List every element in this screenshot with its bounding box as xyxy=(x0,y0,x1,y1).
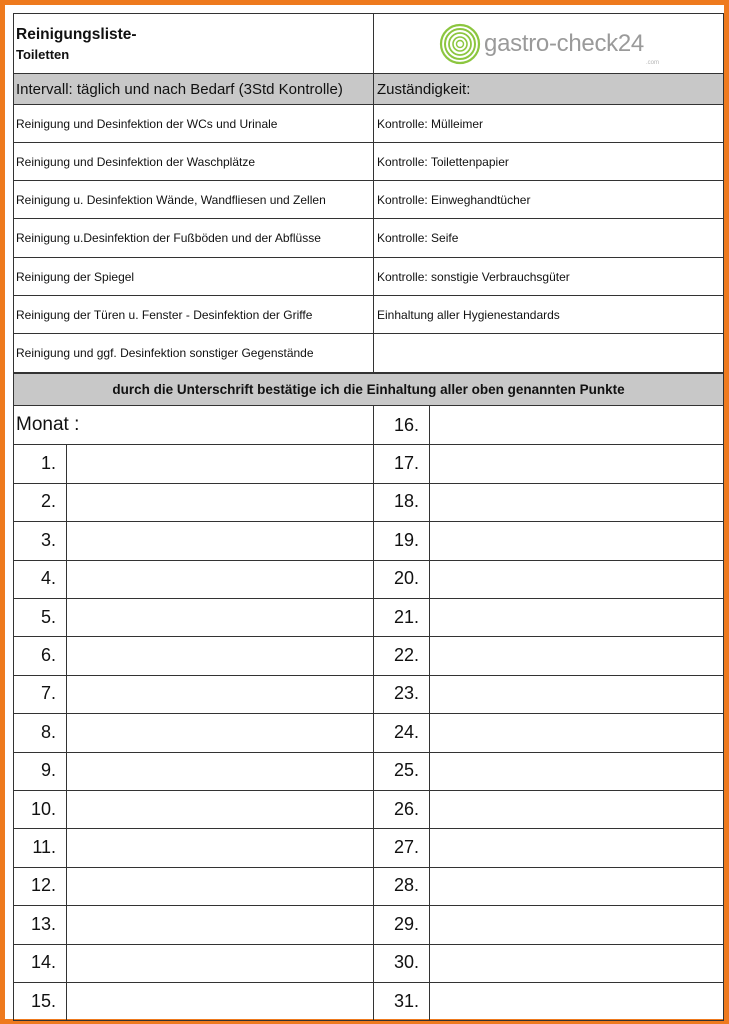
signature-field-left[interactable] xyxy=(66,483,374,521)
day-number-left: 9. xyxy=(40,760,56,781)
column-divider xyxy=(429,406,430,1020)
task-left-1: Reinigung und Desinfektion der WCs und Urinale xyxy=(16,117,278,131)
signature-field-left[interactable] xyxy=(66,598,374,636)
day-number-left: 4. xyxy=(40,568,56,589)
logo-wordmark: gastro-check24 xyxy=(484,30,644,57)
signature-field-right[interactable] xyxy=(429,790,723,828)
divider xyxy=(14,295,723,296)
task-right-7 xyxy=(377,334,721,372)
signature-field-right[interactable] xyxy=(429,944,723,982)
column-divider xyxy=(373,14,374,374)
signature-field-left[interactable] xyxy=(66,713,374,751)
day-number-right: 16. xyxy=(393,414,419,435)
divider xyxy=(14,180,723,181)
day-number-right: 23. xyxy=(393,683,419,704)
signature-field-right[interactable] xyxy=(429,444,723,482)
day-number-left: 8. xyxy=(40,721,56,742)
day-number-right: 21. xyxy=(393,606,419,627)
signature-field-right[interactable] xyxy=(429,713,723,751)
divider xyxy=(14,218,723,219)
signature-field-right[interactable] xyxy=(429,905,723,943)
task-left-6: Reinigung der Türen u. Fenster - Desinfektion der Griffe xyxy=(16,308,313,322)
logo-rings-icon xyxy=(438,22,482,66)
signature-field-left[interactable] xyxy=(66,905,374,943)
day-number-right: 29. xyxy=(393,913,419,934)
page-subtitle: Toiletten xyxy=(16,47,70,62)
day-number-right: 24. xyxy=(393,721,419,742)
signature-field-left[interactable] xyxy=(66,560,374,598)
page-title: Reinigungsliste- xyxy=(16,26,137,43)
signature-field-left[interactable] xyxy=(66,982,374,1020)
day-number-right: 25. xyxy=(393,760,419,781)
day-number-left: 12. xyxy=(30,875,56,896)
task-right-2: Kontrolle: Toilettenpapier xyxy=(377,155,509,169)
day-number-right: 22. xyxy=(393,645,419,666)
signature-field-right[interactable] xyxy=(429,406,723,444)
day-number-left: 14. xyxy=(30,952,56,973)
task-right-5: Kontrolle: sonstigie Verbrauchsgüter xyxy=(377,270,570,284)
day-number-left: 10. xyxy=(30,798,56,819)
interval-header: Intervall: täglich und nach Bedarf (3Std Kontrolle) xyxy=(16,80,343,98)
task-right-4: Kontrolle: Seife xyxy=(377,231,459,245)
divider xyxy=(14,104,723,105)
cleaning-sheet xyxy=(13,13,724,1021)
divider xyxy=(14,405,723,406)
day-number-right: 17. xyxy=(393,453,419,474)
signature-field-right[interactable] xyxy=(429,560,723,598)
day-number-left: 15. xyxy=(30,990,56,1011)
title-cell xyxy=(16,16,371,72)
signature-field-left[interactable] xyxy=(66,675,374,713)
day-number-right: 27. xyxy=(393,837,419,858)
signature-field-right[interactable] xyxy=(429,675,723,713)
signature-field-right[interactable] xyxy=(429,483,723,521)
column-divider xyxy=(373,406,374,1020)
signature-field-left[interactable] xyxy=(66,944,374,982)
day-number-right: 19. xyxy=(393,529,419,550)
signature-field-right[interactable] xyxy=(429,636,723,674)
task-left-5: Reinigung der Spiegel xyxy=(16,270,135,284)
day-number-right: 30. xyxy=(393,952,419,973)
day-number-right: 28. xyxy=(393,875,419,896)
task-left-2: Reinigung und Desinfektion der Waschplätze xyxy=(16,155,256,169)
day-number-left: 3. xyxy=(40,529,56,550)
task-right-6: Einhaltung aller Hygienestandards xyxy=(377,308,560,322)
signature-field-right[interactable] xyxy=(429,828,723,866)
signature-field-left[interactable] xyxy=(66,444,374,482)
day-number-left: 7. xyxy=(40,683,56,704)
responsibility-header: Zuständigkeit: xyxy=(377,80,471,98)
signature-field-right[interactable] xyxy=(429,982,723,1020)
signature-field-left[interactable] xyxy=(66,867,374,905)
column-divider xyxy=(66,444,67,1020)
signature-field-right[interactable] xyxy=(429,867,723,905)
task-left-3: Reinigung u. Desinfektion Wände, Wandfliesen und Zellen xyxy=(16,193,326,207)
day-number-right: 26. xyxy=(393,798,419,819)
logo-domain-suffix: .com xyxy=(645,60,659,66)
day-number-left: 11. xyxy=(32,837,56,858)
day-number-right: 18. xyxy=(393,491,419,512)
divider xyxy=(14,73,723,74)
divider xyxy=(14,372,723,374)
signature-field-left[interactable] xyxy=(66,790,374,828)
task-right-1: Kontrolle: Mülleimer xyxy=(377,117,484,131)
confirmation-text: durch die Unterschrift bestätige ich die Einhaltung aller oben genannten Punkte xyxy=(112,382,625,397)
signature-field-right[interactable] xyxy=(429,598,723,636)
task-left-7: Reinigung und ggf. Desinfektion sonstiger Gegenstände xyxy=(16,346,314,360)
signature-field-left[interactable] xyxy=(66,752,374,790)
month-label: Monat : xyxy=(16,414,80,435)
task-right-3: Kontrolle: Einweghandtücher xyxy=(377,193,531,207)
signature-field-right[interactable] xyxy=(429,752,723,790)
signature-field-left[interactable] xyxy=(66,828,374,866)
signature-field-right[interactable] xyxy=(429,521,723,559)
logo-cell xyxy=(376,16,721,72)
divider xyxy=(14,333,723,334)
day-number-left: 2. xyxy=(40,491,56,512)
day-number-left: 5. xyxy=(40,606,56,627)
divider xyxy=(14,257,723,258)
day-number-left: 1. xyxy=(40,453,56,474)
task-left-4: Reinigung u.Desinfektion der Fußböden und der Abflüsse xyxy=(16,231,321,245)
signature-field-left[interactable] xyxy=(66,636,374,674)
divider xyxy=(14,142,723,143)
day-number-left: 6. xyxy=(40,645,56,666)
day-number-left: 13. xyxy=(30,913,56,934)
signature-field-left[interactable] xyxy=(66,521,374,559)
day-number-right: 20. xyxy=(393,568,419,589)
day-number-right: 31. xyxy=(393,990,419,1011)
